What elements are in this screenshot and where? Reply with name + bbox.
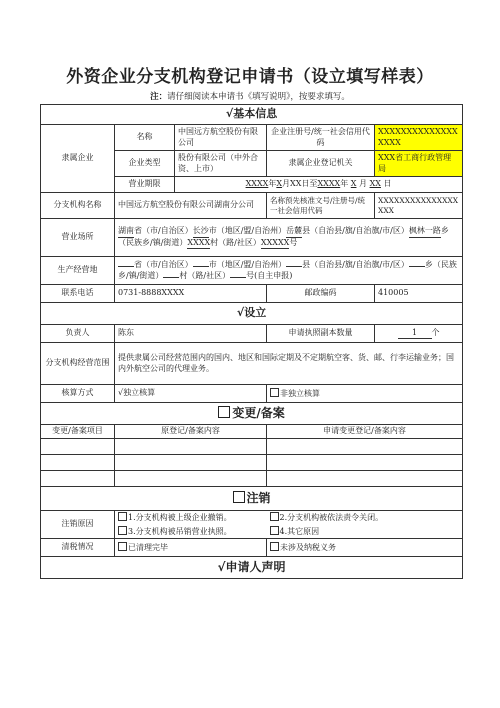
- premises-label: 营业场所: [41, 219, 115, 257]
- business-term-value: XXXX年X月XX日至XXXX年 X 月 XX 日: [175, 177, 463, 193]
- postcode-value: 410005: [375, 285, 463, 303]
- leader-label: 负责人: [41, 325, 115, 343]
- parent-name-label: 名称: [115, 125, 175, 151]
- license-copies-label: 申请执照副本数量: [267, 325, 375, 343]
- accounting-method-label: 核算方式: [41, 385, 115, 403]
- cancel-reason-4[interactable]: 4.其它原因: [267, 525, 463, 539]
- cancel-reason-1[interactable]: 1.分支机构被上级企业撤销。: [115, 511, 267, 525]
- business-term-label: 营业期限: [115, 177, 175, 193]
- accounting-independent-option[interactable]: √独立核算: [115, 385, 267, 403]
- checkbox-icon: [118, 512, 127, 521]
- checkbox-icon: [270, 542, 279, 551]
- leader-value: 陈东: [115, 325, 267, 343]
- parent-type-value: 股份有限公司（中外合资、上市）: [175, 151, 267, 177]
- postcode-label: 邮政编码: [267, 285, 375, 303]
- parent-authority-label: 隶属企业登记机关: [267, 151, 375, 177]
- parent-authority-value: XXX省工商行政管理局: [375, 151, 463, 177]
- tax-status-label: 清税情况: [41, 539, 115, 557]
- parent-name-value: 中国远方航空股份有限公司: [175, 125, 267, 151]
- phone-label: 联系电话: [41, 285, 115, 303]
- checkbox-icon: [270, 526, 279, 535]
- business-scope-value: 提供隶属公司经营范围内的国内、地区和国际定期及不定期航空客、货、邮、行李运输业务；国内外航空公司的代理业务。: [115, 343, 463, 385]
- cancel-reason-3[interactable]: 3.分支机构被吊销营业执照。: [115, 525, 267, 539]
- change-blank-row: [41, 455, 463, 471]
- checkbox-icon: [270, 388, 279, 397]
- branch-name-value: 中国远方航空股份有限公司湖南分公司: [115, 193, 267, 219]
- cancel-reason-label: 注销原因: [41, 511, 115, 539]
- section-declaration: √申请人声明: [41, 557, 463, 579]
- tax-cleared-option[interactable]: 已清理完毕: [115, 539, 267, 557]
- change-col-original: 原登记/备案内容: [115, 425, 267, 439]
- production-site-label: 生产经营地: [41, 257, 115, 285]
- checkbox-icon: [218, 406, 230, 418]
- section-basic-info: √基本信息: [41, 105, 463, 125]
- page-title: 外资企业分支机构登记申请书（设立填写样表）: [66, 67, 434, 87]
- license-copies-value: 1 个: [375, 325, 463, 343]
- fill-note: [0, 90, 500, 102]
- application-form: [40, 104, 463, 579]
- change-blank-row: [41, 471, 463, 487]
- section-change: 变更/备案: [41, 403, 463, 425]
- change-blank-row: [41, 439, 463, 455]
- checkbox-icon: [233, 491, 245, 503]
- accounting-non-independent-option[interactable]: 非独立核算: [267, 385, 463, 403]
- change-col-new: 申请变更登记/备案内容: [267, 425, 463, 439]
- checkbox-icon: [270, 512, 279, 521]
- section-setup: √设立: [41, 303, 463, 325]
- phone-value: 0731-8888XXXX: [115, 285, 267, 303]
- cancel-reason-2[interactable]: 2.分支机构被依法责令关闭。: [267, 511, 463, 525]
- section-cancel: 注销: [41, 487, 463, 511]
- parent-reg-no-value: XXXXXXXXXXXXXXXXXX: [375, 125, 463, 151]
- checkbox-icon: [118, 526, 127, 535]
- branch-code-value: XXXXXXXXXXXXXXXXXX: [375, 193, 463, 219]
- business-scope-label: 分支机构经营范围: [41, 343, 115, 385]
- parent-reg-no-label: 企业注册号/统一社会信用代码: [267, 125, 375, 151]
- note-label: 注：: [150, 92, 168, 102]
- branch-name-label: 分支机构名称: [41, 193, 115, 219]
- premises-value: 湖南省（市/自治区）长沙市（地区/盟/自治州）岳麓县（自治县/旗/自治旗/市/区）枫林一路乡（民族乡/镇/街道）XXXX村（路/社区）XXXXX号: [115, 219, 463, 257]
- check-icon: √: [118, 388, 124, 398]
- tax-none-option[interactable]: 未涉及纳税义务: [267, 539, 463, 557]
- branch-code-label: 名称预先核准文号/注册号/统一社会信用代码: [267, 193, 375, 219]
- parent-company-label: 隶属企业: [41, 125, 115, 193]
- checkbox-icon: [118, 542, 127, 551]
- note-text: 请仔细阅读本申请书《填写说明》，按要求填写。: [167, 92, 350, 102]
- production-site-value: 省（市/自治区） 市（地区/盟/自治州） 县（自治县/旗/自治旗/市/区） 乡（民族乡/镇/街道） 村（路/社区） 号(自主申报): [115, 257, 463, 285]
- change-col-item: 变更/备案项目: [41, 425, 115, 439]
- parent-type-label: 企业类型: [115, 151, 175, 177]
